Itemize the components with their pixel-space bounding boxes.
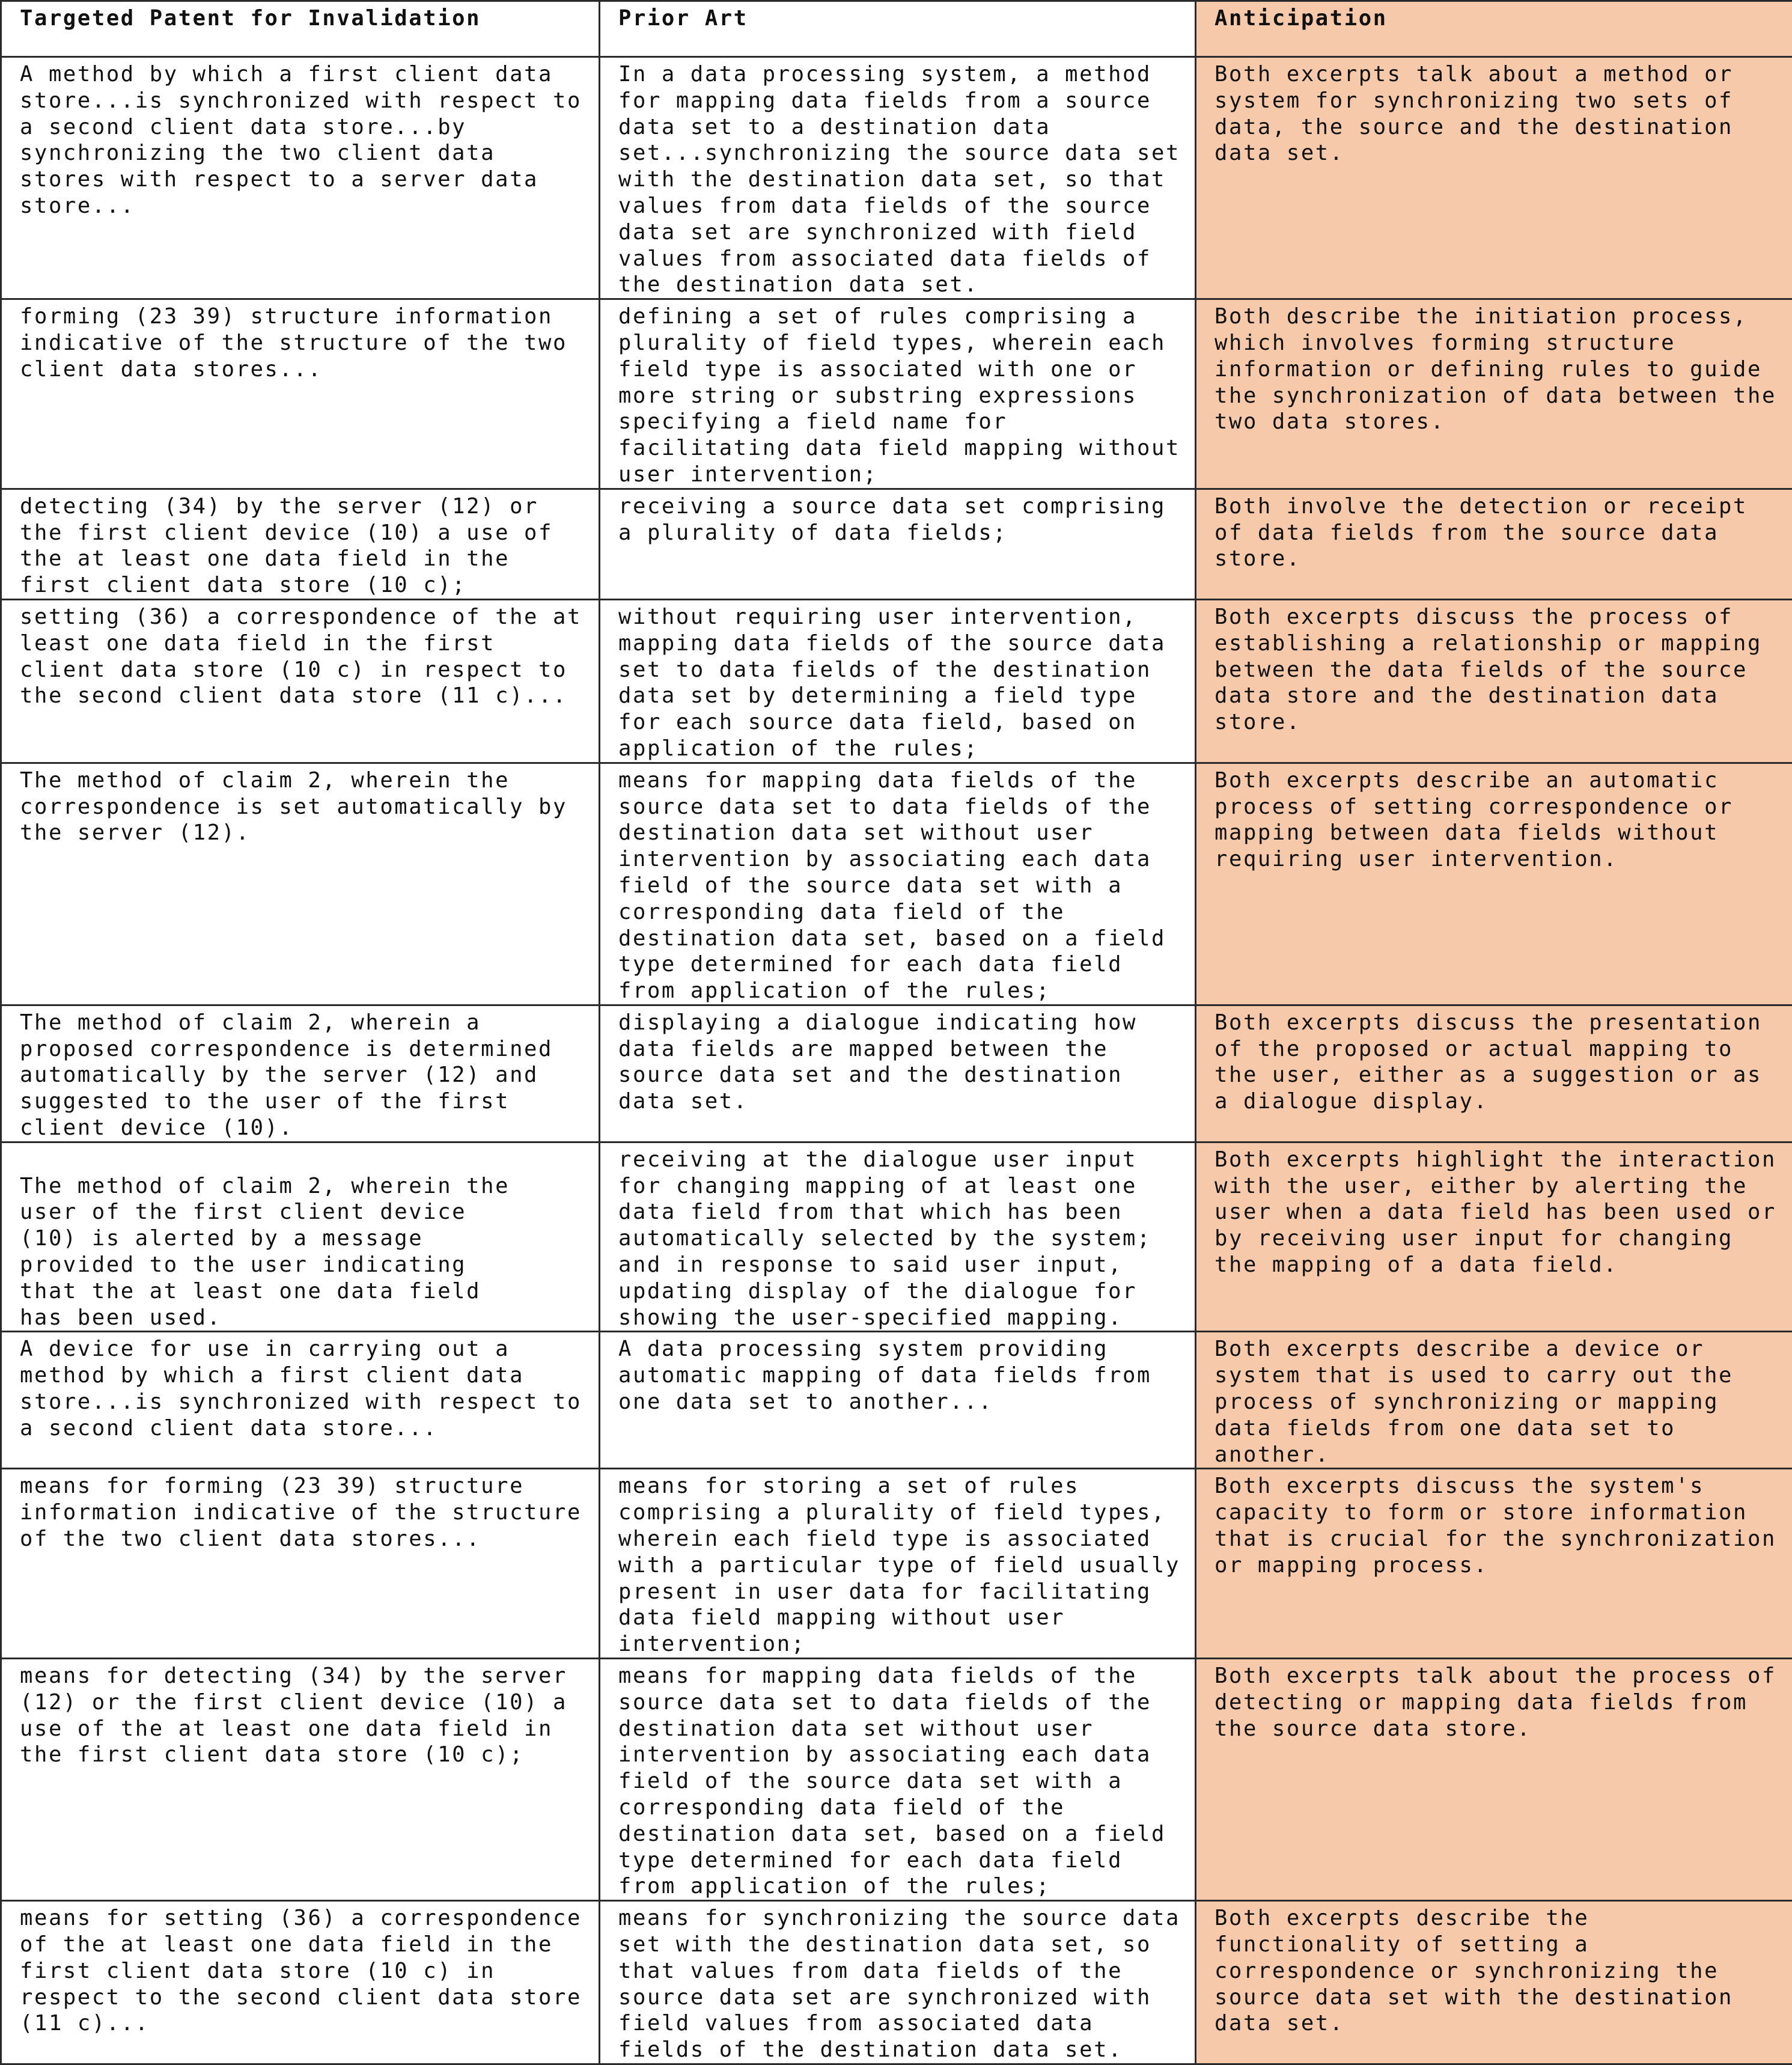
cell-anticipation: Both excerpts talk about a method or system for synchronizing two sets of data, the source and the destination data set. xyxy=(1196,57,1792,299)
cell-prior-art: means for synchronizing the source data set with the destination data set, so that values from data fields of the source data set are synchronized with field values from associated data fields of the destination data set. xyxy=(600,1901,1196,2064)
table-row xyxy=(1,1332,1792,1469)
cell-anticipation: Both involve the detection or receipt of data fields from the source data store. xyxy=(1196,489,1792,599)
cell-prior-art: means for mapping data fields of the source data set to data fields of the destination data set without user intervention by associating each data field of the source data set with a corresponding data field of the destination data set, based on a field type determined for each data field from application of the rules; xyxy=(600,1659,1196,1901)
header-anticipation: Anticipation xyxy=(1196,1,1792,57)
cell-anticipation: Both excerpts describe the functionality of setting a correspondence or synchronizing the source data set with the destination data set. xyxy=(1196,1901,1792,2064)
cell-anticipation: Both excerpts talk about the process of detecting or mapping data fields from the source data store. xyxy=(1196,1659,1792,1901)
cell-patent: The method of claim 2, wherein a proposed correspondence is determined automatically by the server (12) and suggested to the user of the first client device (10). xyxy=(1,1005,600,1142)
table-row xyxy=(1,57,1792,299)
table-row xyxy=(1,599,1792,763)
cell-anticipation: Both excerpts discuss the process of establishing a relationship or mapping between the data fields of the source data store and the destination data store. xyxy=(1196,599,1792,763)
header-prior-art: Prior Art xyxy=(600,1,1196,57)
cell-patent: setting (36) a correspondence of the at least one data field in the first client data store (10 c) in respect to the second client data store (11 c)... xyxy=(1,599,600,763)
cell-anticipation: Both excerpts discuss the presentation of the proposed or actual mapping to the user, either as a suggestion or as a dialogue display. xyxy=(1196,1005,1792,1142)
table-row xyxy=(1,1005,1792,1142)
table-body xyxy=(1,57,1792,2064)
cell-anticipation: Both excerpts describe an automatic process of setting correspondence or mapping between data fields without requiring user intervention. xyxy=(1196,763,1792,1005)
cell-patent: detecting (34) by the server (12) or the first client device (10) a use of the at least one data field in the first client data store (10 c); xyxy=(1,489,600,599)
header-row xyxy=(1,1,1792,57)
header-patent: Targeted Patent for Invalidation xyxy=(1,1,600,57)
cell-patent: means for detecting (34) by the server (12) or the first client device (10) a use of the at least one data field in the first client data store (10 c); xyxy=(1,1659,600,1901)
cell-patent: The method of claim 2, wherein the correspondence is set automatically by the server (12). xyxy=(1,763,600,1005)
table-row xyxy=(1,1469,1792,1659)
cell-patent: A method by which a first client data store...is synchronized with respect to a second client data store...by synchronizing the two client data stores with respect to a server data store... xyxy=(1,57,600,299)
cell-anticipation: Both excerpts describe a device or system that is used to carry out the process of synchronizing or mapping data fields from one data set to another. xyxy=(1196,1332,1792,1469)
table-row xyxy=(1,1142,1792,1332)
cell-anticipation: Both excerpts highlight the interaction with the user, either by alerting the user when a data field has been used or by receiving user input for changing the mapping of a data field. xyxy=(1196,1142,1792,1332)
cell-prior-art: means for storing a set of rules comprising a plurality of field types, wherein each field type is associated with a particular type of field usually present in user data for facilitating data field mapping without user intervention; xyxy=(600,1469,1196,1659)
cell-prior-art: without requiring user intervention, mapping data fields of the source data set to data fields of the destination data set by determining a field type for each source data field, based on application of the rules; xyxy=(600,599,1196,763)
cell-patent: means for setting (36) a correspondence of the at least one data field in the first client data store (10 c) in respect to the second client data store (11 c)... xyxy=(1,1901,600,2064)
cell-anticipation: Both describe the initiation process, which involves forming structure information or defining rules to guide the synchronization of data between the two data stores. xyxy=(1196,299,1792,489)
table-row xyxy=(1,489,1792,599)
table-row xyxy=(1,299,1792,489)
cell-patent: means for forming (23 39) structure information indicative of the structure of the two client data stores... xyxy=(1,1469,600,1659)
cell-prior-art: defining a set of rules comprising a plurality of field types, wherein each field type is associated with one or more string or substring expressions specifying a field name for facilitating data field mapping without user intervention; xyxy=(600,299,1196,489)
cell-prior-art: In a data processing system, a method for mapping data fields from a source data set to a destination data set...synchronizing the source data set with the destination data set, so that values from data fields of the source data set are synchronized with field values from associated data fields of the destination data set. xyxy=(600,57,1196,299)
table-row xyxy=(1,763,1792,1005)
cell-anticipation: Both excerpts discuss the system's capacity to form or store information that is crucial for the synchronization or mapping process. xyxy=(1196,1469,1792,1659)
cell-patent: forming (23 39) structure information indicative of the structure of the two client data stores... xyxy=(1,299,600,489)
cell-prior-art: receiving a source data set comprising a plurality of data fields; xyxy=(600,489,1196,599)
cell-patent: The method of claim 2, wherein the user of the first client device (10) is alerted by a message provided to the user indicating that the at least one data field has been used. xyxy=(1,1142,600,1332)
table-row xyxy=(1,1659,1792,1901)
cell-prior-art: displaying a dialogue indicating how data fields are mapped between the source data set and the destination data set. xyxy=(600,1005,1196,1142)
cell-prior-art: means for mapping data fields of the source data set to data fields of the destination data set without user intervention by associating each data field of the source data set with a corresponding data field of the destination data set, based on a field type determined for each data field from application of the rules; xyxy=(600,763,1196,1005)
table-row xyxy=(1,1901,1792,2064)
cell-patent: A device for use in carrying out a method by which a first client data store...is synchronized with respect to a second client data store... xyxy=(1,1332,600,1469)
cell-prior-art: A data processing system providing automatic mapping of data fields from one data set to another... xyxy=(600,1332,1196,1469)
cell-prior-art: receiving at the dialogue user input for changing mapping of at least one data field from that which has been automatically selected by the system; and in response to said user input, updating display of the dialogue for showing the user-specified mapping. xyxy=(600,1142,1196,1332)
